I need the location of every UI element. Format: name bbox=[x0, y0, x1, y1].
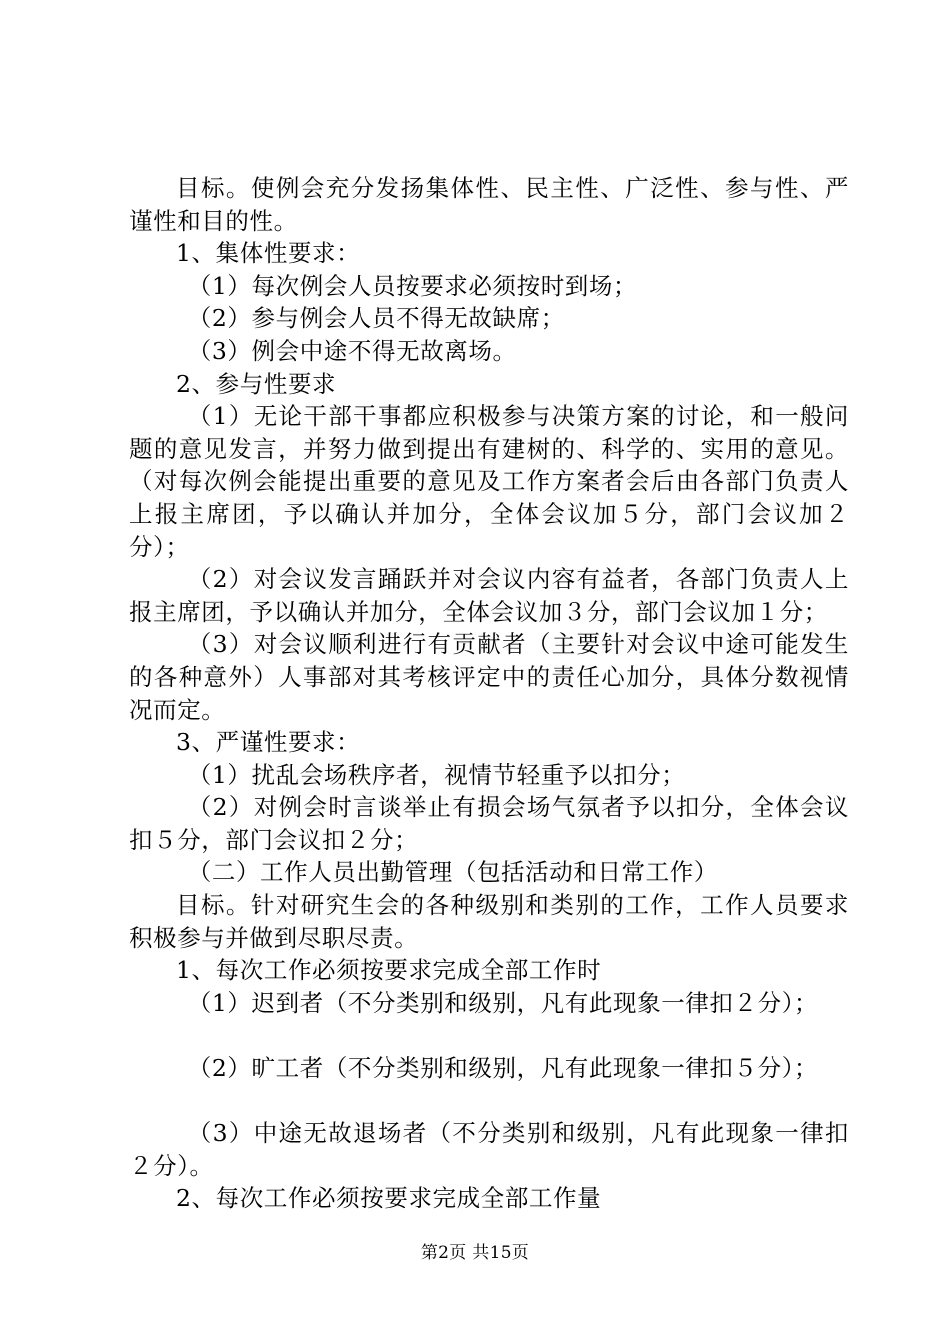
paragraph: 目标。使例会充分发扬集体性、民主性、广泛性、参与性、严谨性和目的性。 bbox=[129, 174, 849, 235]
paragraph: （2）参与例会人员不得无故缺席； bbox=[187, 304, 565, 333]
blank-line bbox=[129, 1019, 849, 1052]
paragraph: 2、每次工作必须按要求完成全部工作量 bbox=[176, 1184, 602, 1213]
paragraph: （1）扰乱会场秩序者，视情节轻重予以扣分； bbox=[187, 760, 686, 789]
paragraph: （3）中途无故退场者（不分类别和级别，凡有此现象一律扣２分）。 bbox=[129, 1119, 849, 1180]
paragraph: （1）每次例会人员按要求必须按时到场； bbox=[187, 271, 638, 300]
paragraph: 1、每次工作必须按要求完成全部工作时 bbox=[176, 956, 602, 985]
paragraph: 1、集体性要求： bbox=[176, 239, 361, 268]
blank-line bbox=[129, 1085, 849, 1118]
page-footer: 第2页 共15页 bbox=[420, 1243, 530, 1263]
paragraph: （3）对会议顺利进行有贡献者（主要针对会议中途可能发生的各种意外）人事部对其考核评定中的责任心加分，具体分数视情况而定。 bbox=[129, 630, 849, 724]
paragraph: （3）例会中途不得无故离场。 bbox=[187, 336, 517, 365]
paragraph: （2）对例会时言谈举止有损会场气氛者予以扣分，全体会议扣５分，部门会议扣２分； bbox=[129, 793, 849, 854]
paragraph: （二）工作人员出勤管理（包括活动和日常工作） bbox=[187, 858, 718, 887]
paragraph: 3、严谨性要求： bbox=[176, 728, 361, 757]
paragraph: （2）对会议发言踊跃并对会议内容有益者，各部门负责人上报主席团，予以确认并加分，全体会议加３分，部门会议加１分； bbox=[129, 565, 849, 626]
paragraph: （1）无论干部干事都应积极参与决策方案的讨论，和一般问题的意见发言，并努力做到提出有建树的、科学的、实用的意见。（对每次例会能提出重要的意见及工作方案者会后由各部门负责人上报主席团，予以确认并加分，全体会议加５分，部门会议加２分）； bbox=[129, 402, 849, 561]
paragraph: （2）旷工者（不分类别和级别，凡有此现象一律扣５分）； bbox=[187, 1054, 819, 1083]
paragraph: （1）迟到者（不分类别和级别，凡有此现象一律扣２分）； bbox=[187, 988, 819, 1017]
paragraph: 2、参与性要求 bbox=[176, 369, 337, 398]
document-body bbox=[129, 172, 849, 1215]
paragraph: 目标。针对研究生会的各种级别和类别的工作，工作人员要求积极参与并做到尽职尽责。 bbox=[129, 891, 849, 952]
